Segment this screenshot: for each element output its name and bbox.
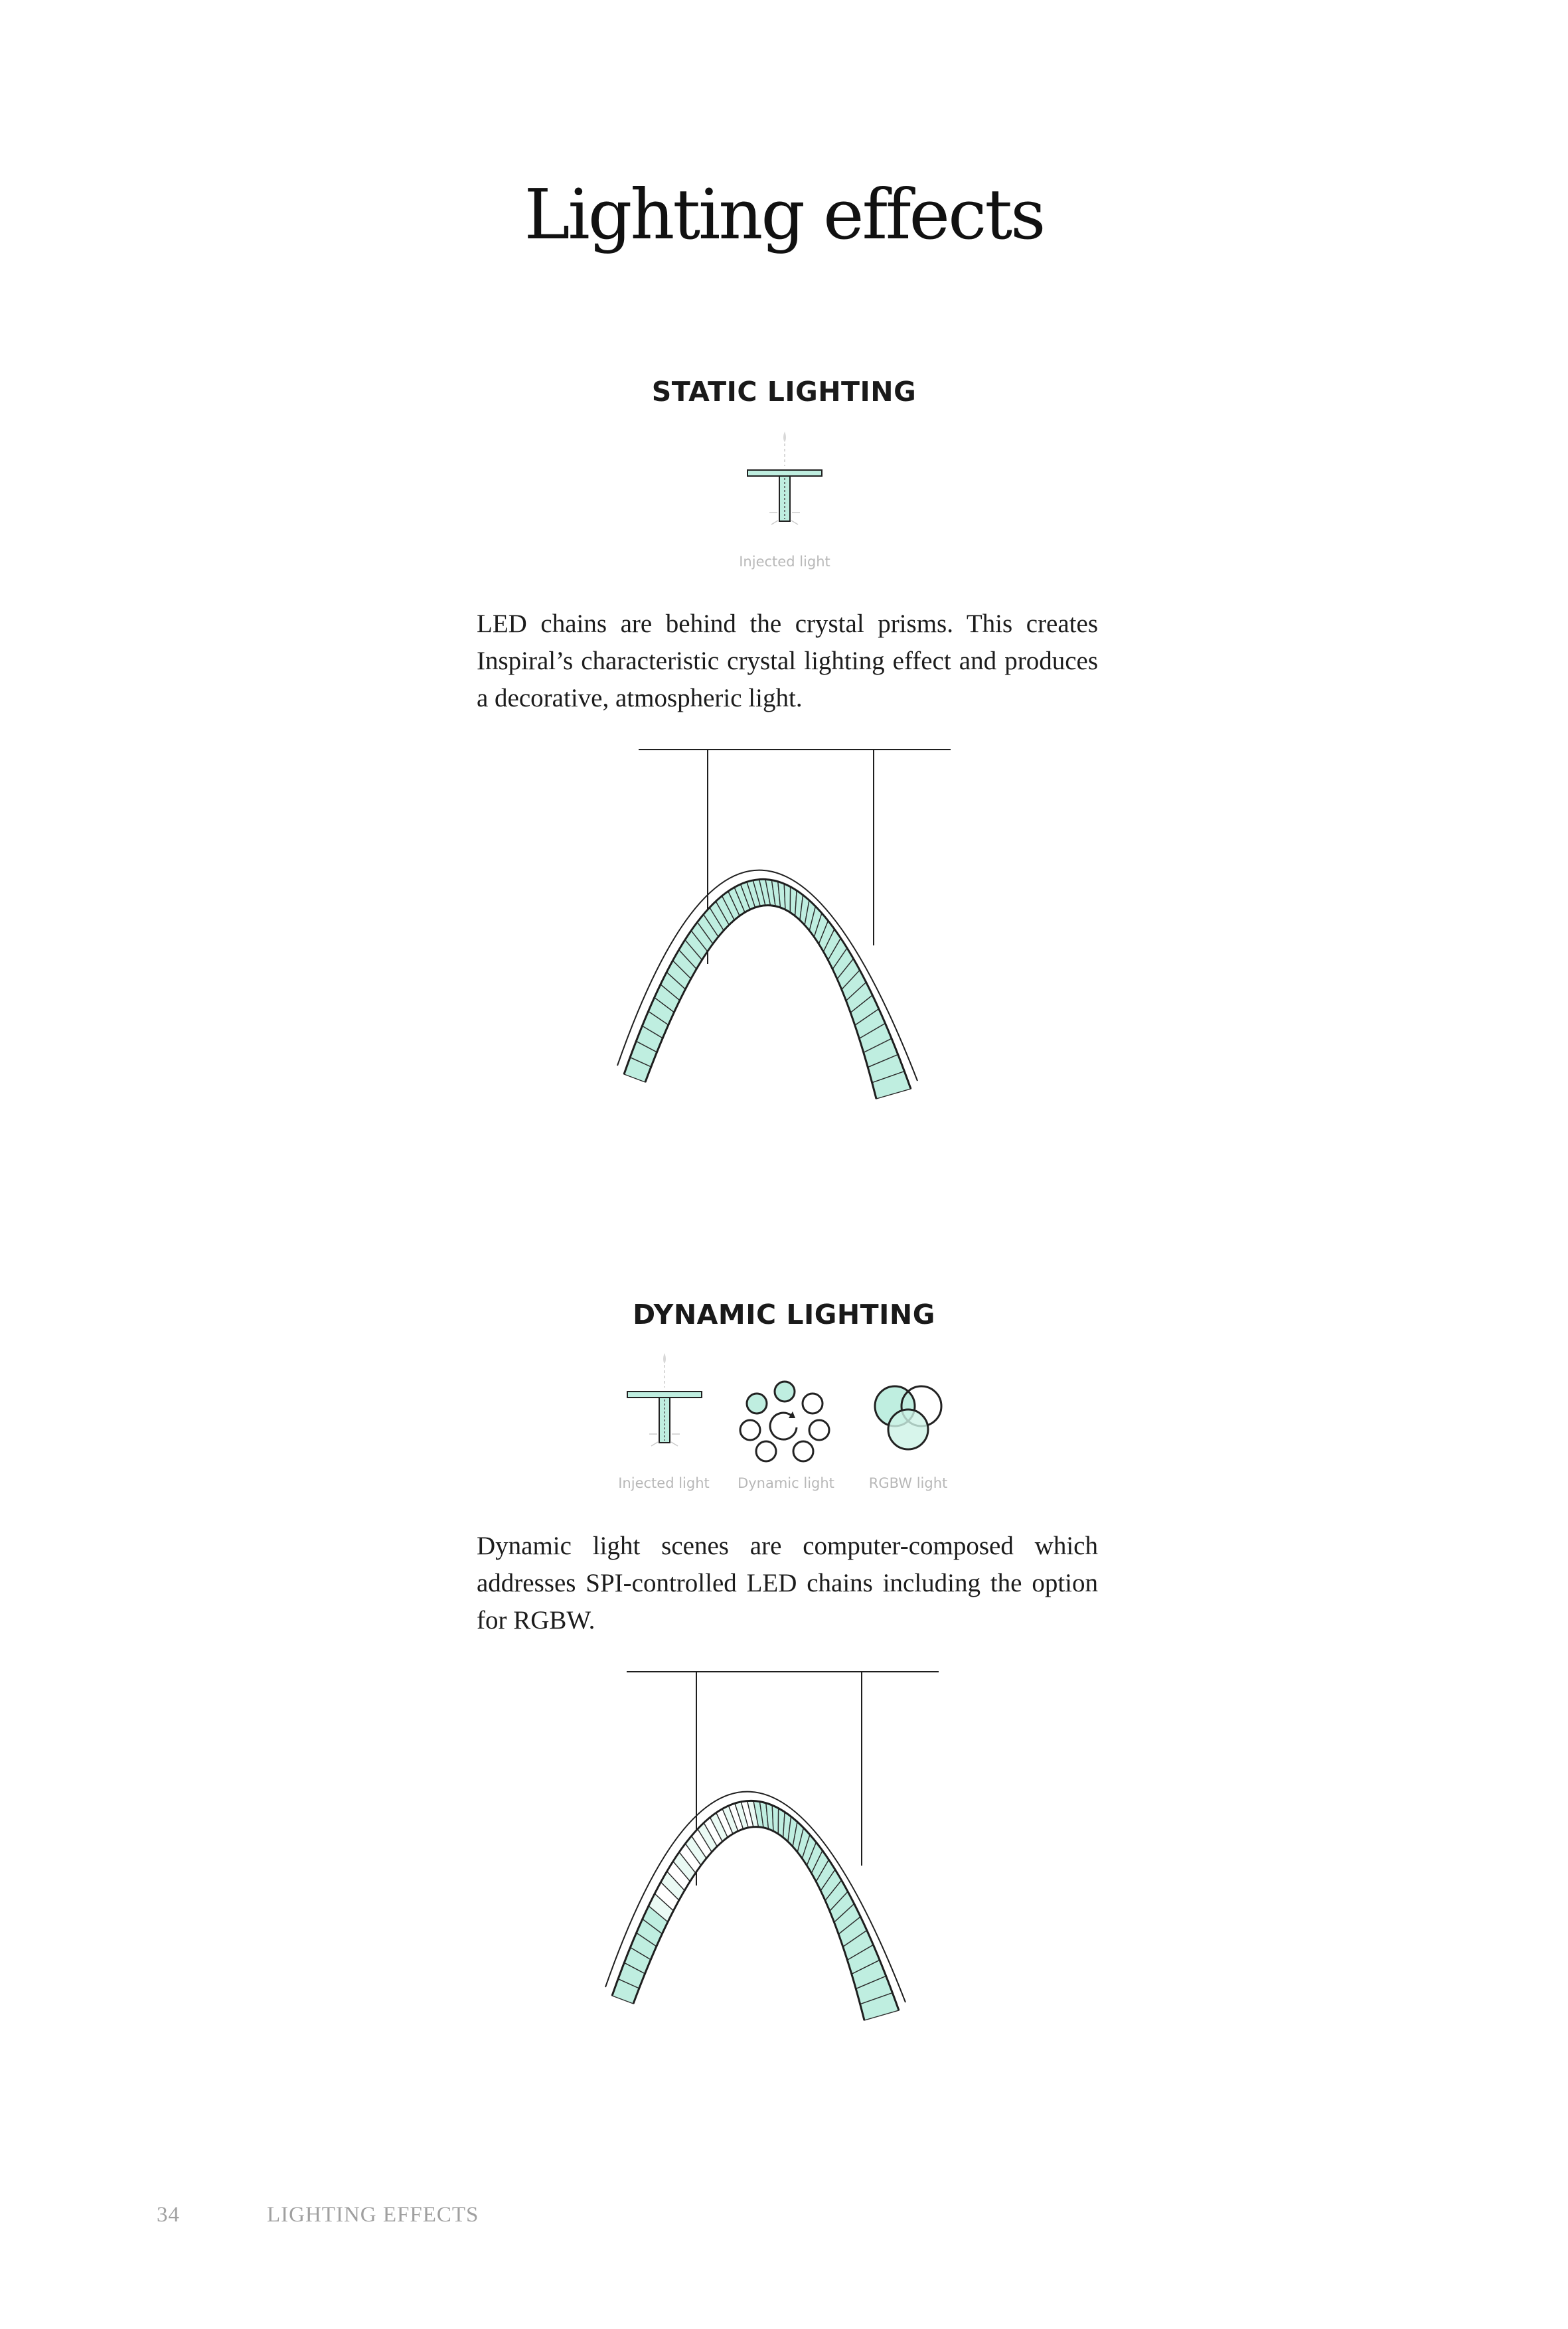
injected-light-caption: Injected light — [618, 1475, 710, 1491]
dynamic-light-caption: Dynamic light — [738, 1475, 834, 1491]
static-lighting-description: LED chains are behind the crystal prisms. This creates Inspiral’s characteristic crystal lighting effect and produces a decorative, atmospheric light. — [477, 609, 1098, 712]
static-lighting-heading: STATIC LIGHTING — [651, 376, 917, 408]
page-title: Lighting effects — [524, 174, 1044, 255]
footer-section-label: LIGHTING EFFECTS — [267, 2203, 479, 2227]
dynamic-lighting-heading: DYNAMIC LIGHTING — [633, 1299, 935, 1330]
page-number: 34 — [157, 2203, 180, 2227]
dynamic-lighting-description: Dynamic light scenes are computer-composed which addresses SPI-controlled LED chains including the option for RGBW. — [477, 1532, 1098, 1635]
rgbw-light-caption: RGBW light — [868, 1475, 948, 1491]
injected-light-caption: Injected light — [739, 554, 830, 570]
